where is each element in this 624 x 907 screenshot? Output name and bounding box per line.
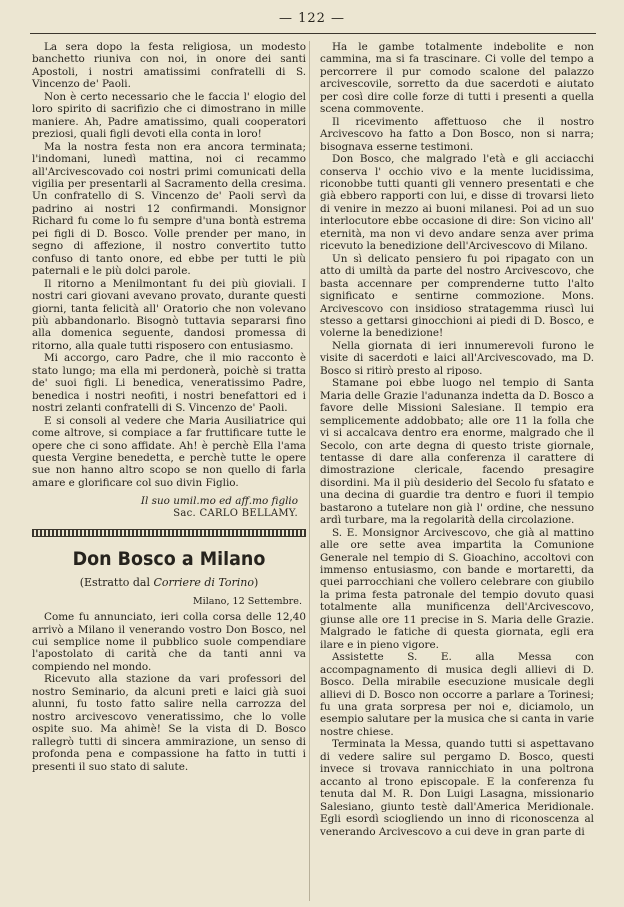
- article-paragraph: Il ricevimento affettuoso che il nostro Arcivescovo ha fatto a Don Bosco, non si narra; bisognava esserne testimoni.: [320, 115, 594, 153]
- section-divider: [32, 529, 306, 537]
- article-paragraph: Ha le gambe totalmente indebolite e non cammina, ma si fa trascinare. Ci volle del tempo a percorrere il pur comodo scalone del palazzo arcivescovile, sorretto da due sacerdoti e aiutato per così dire colle forze di tutti i presenti a quella scena commovente.: [320, 41, 594, 116]
- article-paragraph: Terminata la Messa, quando tutti si aspettavano di vedere salire sul pergamo D. Bosco, questi invece si trovava rannicchiato in una poltrona accanto al trono episcopale. E la conferenza fu tenuta dal M. R. Don Luigi Lasagna, missionario Salesiano, giunto testè dall'America Meridionale. Egli esordì sciogliendo un inno di riconoscenza al venerando Arcivescovo a cui deve in gran parte di: [320, 738, 594, 838]
- letter-paragraph: La sera dopo la festa religiosa, un modesto banchetto riuniva con noi, in onore dei santi Apostoli, i nostri amatissimi confratelli di S. Vincenzo de' Paoli.: [32, 41, 306, 91]
- letter-paragraph: Il ritorno a Menilmontant fu dei più gioviali. I nostri cari giovani avevano provato, durante questi giorni, tanta felicità all' Oratorio che non volevano più abbandonarlo. Bisognò tuttavia separarsi fino alla domenica seguente, dandosi promessa di ritorno, alla quale tutti risposero con entusiasmo.: [32, 277, 306, 352]
- subtitle-suffix: ): [253, 576, 259, 590]
- article-paragraph: Nella giornata di ieri innumerevoli furono le visite di sacerdoti e laici all'Arcivescovado, ma D. Bosco si ritirò presto al riposo.: [320, 339, 594, 377]
- column-gutter: [309, 41, 310, 901]
- letter-paragraph: E si consoli al vedere che Maria Ausiliatrice qui come altrove, si compiace a far fruttificare tutte le opere che ci sono affidate. Ah! è perchè Ella l'ama questa Vergine benedetta, e perchè tutte le opere sue non hanno altro scopo se non quello di farla amare e glorificare col suo divin Figlio.: [32, 414, 306, 489]
- letter-signature: Sac. CARLO BELLAMY.: [173, 507, 298, 519]
- letter-signoff: Il suo umil.mo ed aff.mo figlio: [140, 495, 298, 508]
- article-dateline: Milano, 12 Settembre.: [192, 595, 302, 607]
- article-paragraph: Un sì delicato pensiero fu poi ripagato con un atto di umiltà da parte del nostro Arcivescovo, che basta accennare per comprenderne tutto l'alto significato e sentirne commozione. Mons. Arcivescovo con insidioso stratagemma riuscì lui stesso a gettarsi ginocchioni ai piedi di D. Bosco, e volerne la benedizione!: [320, 252, 594, 340]
- subtitle-source: Corriere di Torino: [153, 576, 254, 590]
- header-rule: [30, 33, 596, 34]
- left-column: [32, 41, 306, 773]
- article-paragraph: Ricevuto alla stazione da vari professori del nostro Seminario, da alcuni preti e laici già suoi alunni, fu tosto fatto salire nella carrozza del nostro arcivescovo veneratissimo, che lo volle ospite suo. Ma ahimè! Se la vista di D. Bosco rallegrò tutti di sincera ammirazione, un senso di profonda pena e compassione ha fatto in tutti i presenti il suo stato di salute.: [32, 673, 306, 773]
- subtitle-prefix: (Estratto dal: [79, 576, 150, 590]
- right-column: [320, 41, 594, 838]
- letter-paragraph: Mi accorgo, caro Padre, che il mio racconto è stato lungo; ma ella mi perdonerà, poichè si tratta de' suoi figli. Li benedica, veneratissimo Padre, benedica i nostri neofiti, i nostri benefattori ed i nostri zelanti confratelli di S. Vincenzo de' Paoli.: [32, 352, 306, 415]
- article-paragraph: Assistette S. E. alla Messa con accompagnamento di musica degli allievi di D. Bosco. Della mirabile esecuzione musicale degli allievi di D. Bosco non occorre a parlare a Torinesi; fu una grata sorpresa per noi e, diciamolo, un esempio salutare per la musica che si canta in varie nostre chiese.: [320, 651, 594, 738]
- article-title: Don Bosco a Milano: [72, 548, 266, 571]
- article-paragraph: Don Bosco, che malgrado l'età e gli acciacchi conserva l' occhio vivo e la mente lucidissima, riconobbe tutti quanti gli vennero presentati e che già ebbero rapporti con lui, e disse di trovarsi lieto di venire in mezzo ai buoni milanesi. Poi ad un suo interlocutore ebbe occasione di dire: Son vicino all' eternità, ma non vi devo andare senza aver prima ricevuto la benedizione dell'Arcivescovo di Milano.: [320, 153, 594, 253]
- article-subtitle: [32, 577, 306, 589]
- letter-paragraph: Non è certo necessario che le faccia l' elogio del loro spirito di sacrifizio che ci dimostrano in mille maniere. Ah, Padre amatissimo, quali cooperatori preziosi, quali figli devoti ella conta in loro!: [32, 90, 306, 141]
- article-paragraph: Stamane poi ebbe luogo nel tempio di Santa Maria delle Grazie l'adunanza indetta da D. Bosco a favore delle Missioni Salesiane. Il tempio era semplicemente addobbato; alle ore 11 la folla che vi si accalcava dentro era enorme, malgrado che il Secolo, con arte degna di questo triste giornale, tentasse di dare alla conferenza il carattere di dimostrazione clericale, facendo presagire disordini. Ma il più desiderio del Secolo fu sfatato e una decina di guardie tra dentro e fuori il tempio bastarono a tutelare non già l' ordine, che nessuno ardì turbare, ma la regolarità della circolazione.: [320, 377, 594, 527]
- article-paragraph: Come fu annunciato, ieri colla corsa delle 12,40 arrivò a Milano il venerando vostro Don Bosco, nel cui semplice nome il pubblico suole compendiare l'apostolato di carità che da tanti anni va compiendo nel mondo.: [32, 611, 306, 673]
- article-paragraph: S. E. Monsignor Arcivescovo, che già al mattino alle ore sette avea impartita la Comunione Generale nel tempio di S. Gioachino, accoltovi con immenso entusiasmo, con bande e mortaretti, da quei parrocchiani che vollero celebrare con giubilo la prima festa patronale del tempio dovuto quasi totalmente alla munificenza dell'Arcivescovo, giunse alle ore 11 precise in S. Maria delle Grazie. Malgrado le fatiche di questa giornata, egli era ilare e in pieno vigore.: [320, 526, 594, 651]
- page-number: — 122 —: [278, 11, 346, 26]
- letter-paragraph: Ma la nostra festa non era ancora terminata; l'indomani, lunedì mattina, noi ci recammo all'Arcivescovado coi nostri primi comunicati della vigilia per presentarli al Sacramento della cresima. Un confratello di S. Vincenzo de' Paoli servì da padrino ai nostri 12 confirmandi. Monsignor Richard fu come lo fu sempre d'una bontà estrema pei figli di D. Bosco. Volle prender per mano, in segno di affezione, il nostro convertito tutto confuso di tanto onore, ed ebbe per tutti le più paternali e le più dolci parole.: [32, 140, 306, 278]
